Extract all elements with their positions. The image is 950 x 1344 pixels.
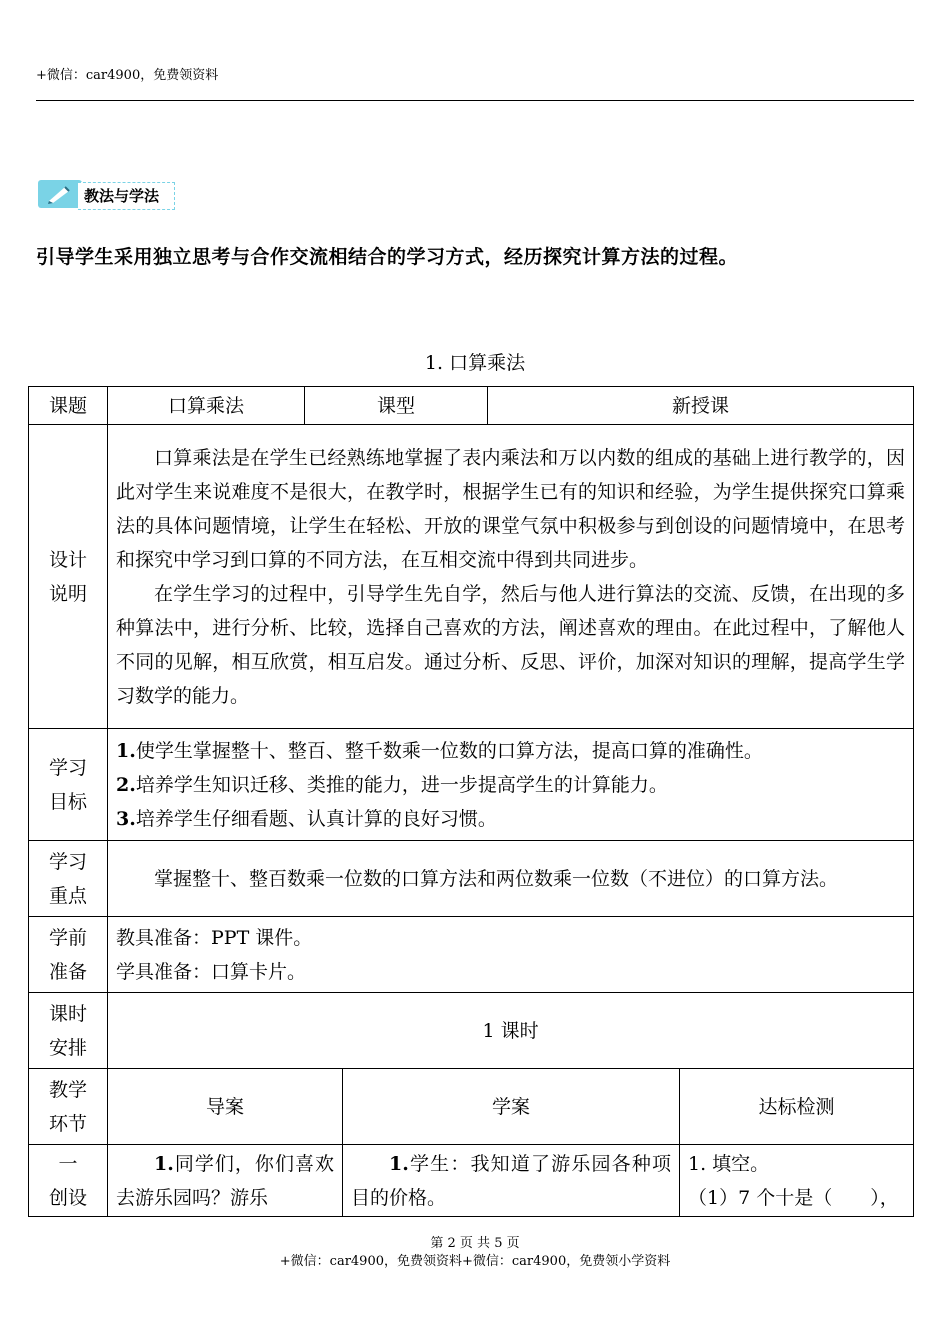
section-badge-label: 教法与学法 — [84, 187, 160, 205]
stage-1-study: 1.学生：我知道了游乐园各种项目的价格。 — [343, 1145, 680, 1217]
goal-item-3: 3.培养学生仔细看题、认真计算的良好习惯。 — [116, 807, 497, 830]
table-row-design — [29, 425, 914, 729]
col-guide-header: 导案 — [108, 1069, 343, 1145]
label-time: 课时 安排 — [29, 993, 108, 1069]
design-description — [108, 425, 914, 729]
topic-value: 口算乘法 — [108, 387, 305, 425]
table-row-prep — [29, 917, 914, 993]
section-badge — [38, 178, 174, 212]
table-title: 1. 口算乘法 — [424, 352, 526, 374]
footer-watermark: +微信：car4900，免费领资料+微信：car4900，免费领小学资料 — [279, 1254, 671, 1269]
label-design: 设计 说明 — [29, 425, 108, 729]
table-row-goals — [29, 729, 914, 841]
type-value: 新授课 — [488, 387, 914, 425]
goal-item-1: 1.使学生掌握整十、整百、整千数乘一位数的口算方法，提高口算的准确性。 — [116, 739, 763, 762]
col-check-header: 达标检测 — [680, 1069, 914, 1145]
intro-text: 引导学生采用独立思考与合作交流相结合的学习方式，经历探究计算方法的过程。 — [36, 246, 739, 268]
table-row-time — [29, 993, 914, 1069]
design-para-2: 在学生学习的过程中，引导学生先自学，然后与他人进行算法的交流、反馈，在出现的多种算法中，进行分析、比较，选择自己喜欢的方法，阐述喜欢的理由。在此过程中，了解他人不同的见解，相互欣赏，相互启发。通过分析、反思、评价，加深对知识的理解，提高学生学习数学的能力。 — [116, 582, 906, 707]
label-stage: 教学 环节 — [29, 1069, 108, 1145]
lesson-plan-table — [28, 386, 914, 1217]
header-watermark: +微信：car4900，免费领资料 — [36, 68, 219, 83]
label-key: 学习 重点 — [29, 841, 108, 917]
col-study-header: 学案 — [343, 1069, 680, 1145]
table-row-stage-head — [29, 1069, 914, 1145]
prep-content — [108, 917, 914, 993]
stage-1-check: 1. 填空。 （1）7 个十是（ ）， — [680, 1145, 914, 1217]
time-value: 1 课时 — [108, 993, 914, 1069]
header-divider — [36, 100, 914, 101]
prep-teacher: 教具准备：PPT 课件。 — [116, 926, 313, 949]
stage-1-guide: 1.同学们，你们喜欢去游乐园吗？游乐 — [108, 1145, 343, 1217]
page-number: 第 2 页 共 5 页 — [430, 1236, 520, 1251]
table-row-topic — [29, 387, 914, 425]
label-type: 课型 — [305, 387, 488, 425]
table-row-key — [29, 841, 914, 917]
key-points: 掌握整十、整百数乘一位数的口算方法和两位数乘一位数（不进位）的口算方法。 — [108, 841, 914, 917]
label-prep: 学前 准备 — [29, 917, 108, 993]
label-stage-1: 一 创设 — [29, 1145, 108, 1217]
design-para-1: 口算乘法是在学生已经熟练地掌握了表内乘法和万以内数的组成的基础上进行教学的，因此对学生来说难度不是很大，在教学时，根据学生已有的知识和经验，为学生提供探究口算乘法的具体问题情境，让学生在轻松、开放的课堂气氛中积极参与到创设的问题情境中，在思考和探究中学习到口算的不同方法，在互相交流中得到共同进步。 — [116, 446, 906, 571]
goals-list — [108, 729, 914, 841]
label-topic: 课题 — [29, 387, 108, 425]
prep-student: 学具准备：口算卡片。 — [116, 960, 307, 983]
goal-item-2: 2.培养学生知识迁移、类推的能力，进一步提高学生的计算能力。 — [116, 773, 668, 796]
pencil-icon — [46, 184, 72, 204]
table-row-stage-1 — [29, 1145, 914, 1217]
label-goals: 学习 目标 — [29, 729, 108, 841]
